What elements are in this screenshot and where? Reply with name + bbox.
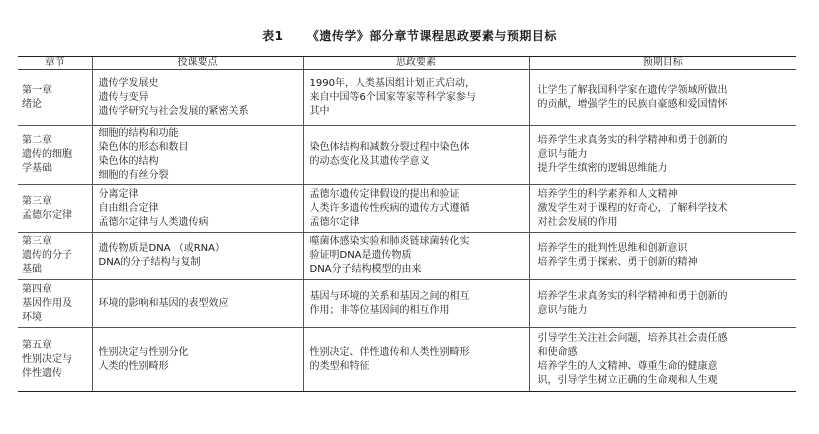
header-expected-goals: 预期目标	[529, 57, 796, 70]
cell-line: 人类的性别畸形	[98, 360, 169, 372]
cell-line: 作用；非等位基因间的相互作用	[309, 304, 450, 316]
cell-line: 的动态变化及其遗传学意义	[309, 156, 430, 167]
cell-line: 意识与能力	[537, 304, 588, 316]
cell-line: 环境	[22, 311, 42, 323]
cell-line: 细胞的结构和功能	[98, 128, 179, 139]
cell-line: 遗传学发展史	[98, 77, 159, 89]
cell-line: 意识与能力	[537, 149, 588, 160]
cell-line: 第二章	[22, 135, 52, 146]
cell-line: 第三章	[22, 195, 52, 207]
cell-line: 染色体结构和减数分裂过程中染色体	[309, 142, 470, 153]
table-row	[18, 328, 796, 392]
cell-line: 噬菌体感染实验和肺炎链球菌转化实	[309, 236, 470, 247]
teaching-points-cell	[92, 280, 303, 328]
cell-line: 人类许多遗传性疾病的遗传方式遵循	[309, 202, 470, 214]
chapter-cell	[18, 280, 92, 328]
cell-line: 培养学生求真务实的科学精神和勇于创新的	[537, 135, 728, 146]
cell-line: 遗传学研究与社会发展的紧密关系	[98, 105, 249, 117]
cell-line: 基因与环境的关系和基因之间的相互	[309, 290, 470, 302]
cell-line: DNA的分子结构与复制	[98, 257, 201, 268]
cell-line: 第五章	[22, 339, 52, 351]
cell-line: 培养学生勇于探索、勇于创新的精神	[537, 257, 698, 268]
table-number: 表1	[262, 29, 284, 43]
cell-line: 自由组合定律	[98, 202, 159, 214]
curriculum-table	[18, 56, 796, 392]
cell-line: 遗传物质是DNA （或RNA）	[98, 243, 225, 254]
ideological-elements-cell	[303, 328, 529, 392]
cell-line: 的贡献，增强学生的民族自豪感和爱国情怀	[537, 98, 728, 110]
table-row	[18, 126, 796, 185]
cell-line: 孟德尔定律	[309, 216, 360, 228]
cell-line: 激发学生对于课程的好奇心，了解科学技术	[537, 202, 728, 214]
table-row	[18, 280, 796, 328]
teaching-points-cell	[92, 126, 303, 185]
cell-line: 对社会发展的作用	[537, 216, 618, 228]
ideological-elements-cell	[303, 70, 529, 126]
header-row	[18, 57, 796, 70]
expected-goals-cell	[529, 280, 796, 328]
cell-line: 孟德尔定律与人类遗传病	[98, 216, 209, 228]
chapter-cell	[18, 233, 92, 280]
expected-goals-cell	[529, 185, 796, 233]
teaching-points-cell	[92, 328, 303, 392]
teaching-points-cell	[92, 70, 303, 126]
expected-goals-cell	[529, 233, 796, 280]
cell-line: 提升学生缜密的逻辑思维能力	[537, 163, 668, 174]
chapter-cell	[18, 126, 92, 185]
cell-line: 的类型和特征	[309, 360, 370, 372]
cell-line: 培养学生的科学素养和人文精神	[537, 188, 678, 200]
expected-goals-cell	[529, 328, 796, 392]
cell-line: 遗传的细胞	[22, 149, 72, 160]
cell-line: 基因作用及	[22, 297, 72, 309]
ideological-elements-cell	[303, 185, 529, 233]
cell-line: 第一章	[22, 84, 52, 96]
cell-line: 其中	[309, 105, 330, 117]
cell-line: 遗传与变异	[98, 91, 149, 103]
cell-line: DNA分子结构模型的由来	[309, 264, 422, 275]
table-row	[18, 185, 796, 233]
table-caption	[0, 27, 819, 44]
expected-goals-cell	[529, 70, 796, 126]
cell-line: 学基础	[22, 163, 52, 174]
cell-line: 引导学生关注社会问题，培养其社会责任感	[537, 332, 728, 344]
cell-line: 识，引导学生树立正确的生命观和人生观	[537, 374, 718, 386]
table-row	[18, 233, 796, 280]
header-ideological-elements: 思政要素	[303, 57, 529, 70]
chapter-cell	[18, 185, 92, 233]
cell-line: 性别决定、伴性遗传和人类性别畸形	[309, 346, 470, 358]
cell-line: 遗传的分子	[22, 250, 72, 261]
expected-goals-cell	[529, 126, 796, 185]
cell-line: 基础	[22, 264, 42, 275]
teaching-points-cell	[92, 233, 303, 280]
cell-line: 培养学生的批判性思维和创新意识	[537, 243, 688, 254]
cell-line: 性别决定与	[22, 353, 72, 365]
cell-line: 验证明DNA是遗传物质	[309, 250, 412, 261]
cell-line: 第四章	[22, 283, 52, 295]
cell-line: 染色体的结构	[98, 156, 159, 167]
header-chapter: 章节	[18, 57, 92, 70]
cell-line: 环境的影响和基因的表型效应	[98, 297, 229, 309]
cell-line: 来自中国等6个国家等家等科学家参与	[309, 91, 476, 103]
header-teaching-points: 授课要点	[92, 57, 303, 70]
cell-line: 染色体的形态和数目	[98, 142, 189, 153]
ideological-elements-cell	[303, 126, 529, 185]
cell-line: 分离定律	[98, 188, 139, 200]
cell-line: 绪论	[22, 98, 42, 110]
table-row	[18, 70, 796, 126]
cell-line: 培养学生求真务实的科学精神和勇于创新的	[537, 290, 728, 302]
cell-line: 孟德尔遗传定律假设的提出和验证	[309, 188, 460, 200]
cell-line: 第三章	[22, 236, 52, 247]
table-title: 《遗传学》部分章节课程思政要素与预期目标	[306, 29, 557, 43]
cell-line: 孟德尔定律	[22, 209, 72, 221]
cell-line: 伴性遗传	[22, 367, 62, 379]
cell-line: 让学生了解我国科学家在遗传学领域所做出	[537, 84, 728, 96]
cell-line: 性别决定与性别分化	[98, 346, 189, 358]
cell-line: 细胞的有丝分裂	[98, 170, 169, 181]
table-body	[18, 70, 796, 392]
ideological-elements-cell	[303, 233, 529, 280]
chapter-cell	[18, 70, 92, 126]
teaching-points-cell	[92, 185, 303, 233]
ideological-elements-cell	[303, 280, 529, 328]
cell-line: 和使命感	[537, 346, 578, 358]
chapter-cell	[18, 328, 92, 392]
cell-line: 培养学生的人文精神、尊重生命的健康意	[537, 360, 718, 372]
cell-line: 1990年，人类基因组计划正式启动，	[309, 77, 475, 89]
